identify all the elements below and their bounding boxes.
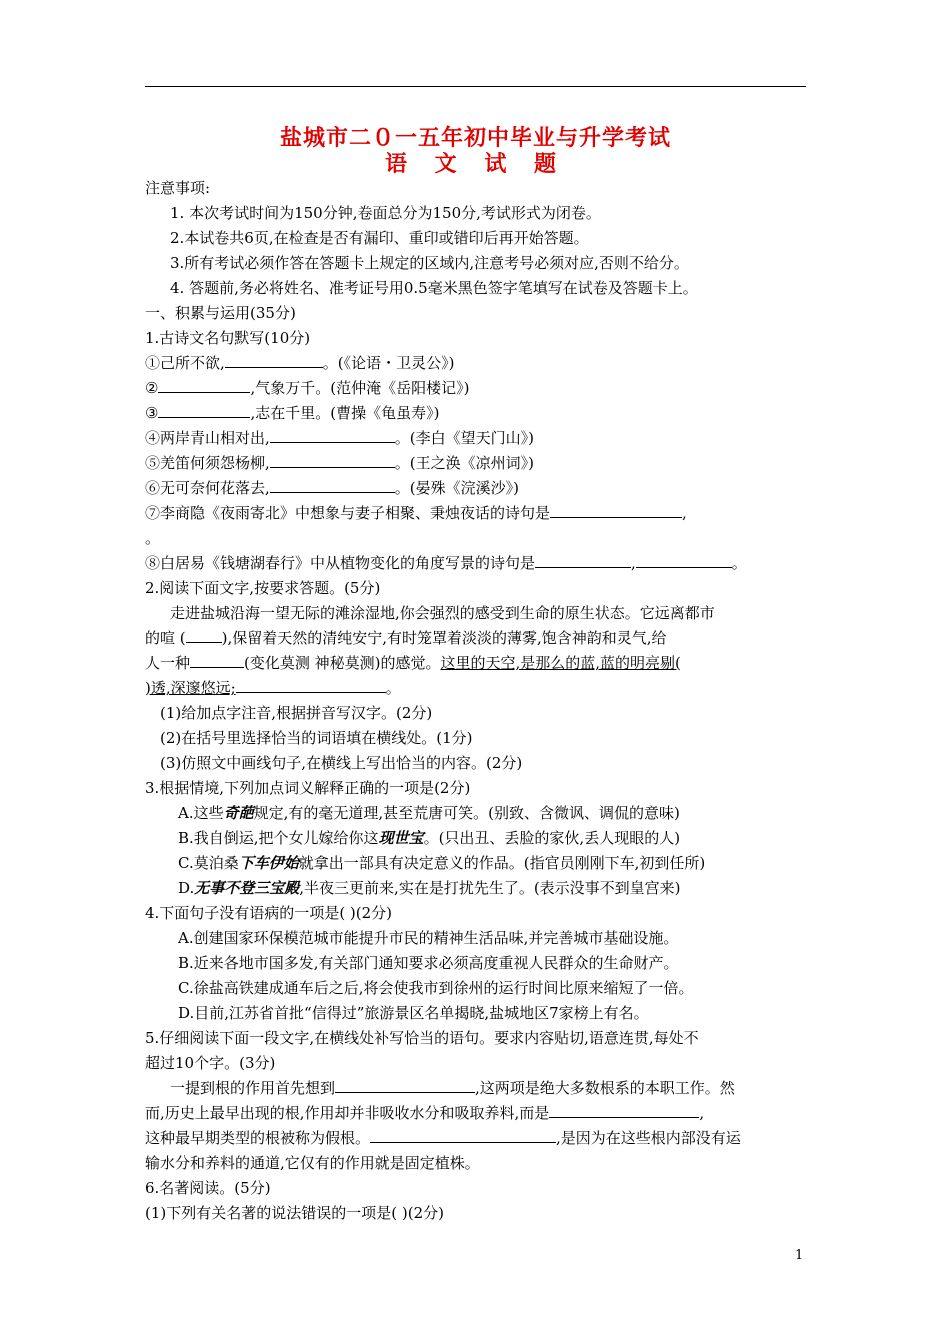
poem-line: ⑥无可奈何花落去, 。(晏殊《浣溪沙》) <box>145 476 519 500</box>
answer-blank[interactable] <box>270 451 395 468</box>
note-item: 1. 本次考试时间为150分钟,卷面总分为150分,考试形式为闭卷。 <box>170 204 601 222</box>
poem-line: ④两岸青山相对出, 。(李白《望天门山》) <box>145 426 534 450</box>
poem-line: ⑦李商隐《夜雨寄北》中想象与妻子相聚、秉烛夜话的诗句是 , <box>145 501 687 525</box>
note-item: 3.所有考试必须作答在答题卡上规定的区域内,注意考号必须对应,否则不给分。 <box>170 254 689 272</box>
answer-blank[interactable] <box>158 401 250 418</box>
answer-blank[interactable] <box>636 551 732 568</box>
passage-line: )透,深邃悠远; 。 <box>145 676 401 700</box>
answer-blank[interactable] <box>535 551 631 568</box>
poem-line: ⑤羌笛何须怨杨柳, 。(王之涣《凉州词》) <box>145 451 534 475</box>
passage-line: 一提到根的作用首先想到 ,这两项是绝大多数根系的本职工作。然 <box>170 1076 735 1100</box>
question-title: 2.阅读下面文字,按要求答题。(5分) <box>145 579 381 597</box>
sub-question: (2)在括号里选择恰当的词语填在横线处。(1分) <box>160 729 473 747</box>
option-c: C.徐盐高铁建成通车后之后,将会使我市到徐州的运行时间比原来缩短了一倍。 <box>178 979 694 997</box>
highlighted-term: 无事不登三宝殿 <box>194 879 300 897</box>
underlined-sentence: )透,深邃悠远; <box>145 679 236 697</box>
passage-line: 而,历史上最早出现的根,作用却并非吸收水分和吸取养料,而是 , <box>145 1101 704 1125</box>
option-b: B.近来各地市国多发,有关部门通知要求必须高度重视人民群众的生命财产。 <box>178 954 679 972</box>
poem-line: ③ ,志在千里。(曹操《龟虽寿》) <box>145 401 439 425</box>
answer-blank[interactable] <box>236 676 386 693</box>
answer-blank[interactable] <box>270 476 395 493</box>
option-d: D.目前,江苏省首批“信得过”旅游景区名单揭晓,盐城地区7家榜上有名。 <box>178 1004 649 1022</box>
option-a: A.创建国家环保模范城市能提升市民的精神生活品味,并完善城市基础设施。 <box>178 929 679 947</box>
question-title: 超过10个字。(3分) <box>145 1054 276 1072</box>
question-title: 5.仔细阅读下面一段文字,在横线处补写恰当的语句。要求内容贴切,语意连贯,每处不 <box>145 1029 699 1047</box>
poem-line: ①己所不欲, 。(《论语・卫灵公》) <box>145 351 455 375</box>
sub-question: (1)下列有关名著的说法错误的一项是( )(2分) <box>145 1204 444 1222</box>
answer-blank[interactable] <box>186 626 222 643</box>
question-title: 3.根据情境,下列加点词义解释正确的一项是(2分) <box>145 779 471 797</box>
top-rule <box>145 86 806 87</box>
poem-line: ② ,气象万千。(范仲淹《岳阳楼记》) <box>145 376 469 400</box>
highlighted-term: 下车伊始 <box>238 854 299 872</box>
answer-blank[interactable] <box>549 1101 699 1118</box>
answer-blank[interactable] <box>335 1076 475 1093</box>
passage-line: 人一种 (变化莫测 神秘莫测)的感觉。这里的天空,是那么的蓝,蓝的明亮剔( <box>145 651 681 675</box>
passage-line: 输水分和养料的通道,它仅有的作用就是固定植株。 <box>145 1154 480 1172</box>
sub-question: (1)给加点字注音,根据拼音写汉字。(2分) <box>160 704 433 722</box>
answer-blank[interactable] <box>225 351 323 368</box>
page-number: 1 <box>795 1248 804 1263</box>
note-item: 4. 答题前,务必将姓名、准考证号用0.5毫米黑色签字笔填写在试卷及答题卡上。 <box>170 279 698 297</box>
answer-blank[interactable] <box>270 426 395 443</box>
section-heading: 一、积累与运用(35分) <box>145 304 296 322</box>
answer-blank[interactable] <box>550 501 682 518</box>
option-a: A.这些奇葩规定,有的毫无道理,甚至荒唐可笑。(别致、含微讽、调侃的意味) <box>178 804 680 822</box>
exam-subtitle: 语 文 试 题 <box>385 151 566 177</box>
answer-blank[interactable] <box>370 1126 556 1143</box>
option-b: B.我自倒运,把个女儿嫁给你这现世宝。(只出丑、丢脸的家伙,丢人现眼的人) <box>178 829 681 847</box>
question-title: 4.下面句子没有语病的一项是( )(2分) <box>145 904 393 922</box>
option-d: D.无事不登三宝殿,半夜三更前来,实在是打扰先生了。(表示没事不到皇宫来) <box>178 879 681 897</box>
underlined-sentence: 这里的天空,是那么的蓝,蓝的明亮剔( <box>440 654 681 672</box>
question-title: 1.古诗文名句默写(10分) <box>145 329 311 347</box>
poem-line: ⑧白居易《钱塘湖春行》中从植物变化的角度写景的诗句是 , 。 <box>145 551 747 575</box>
note-item: 2.本试卷共6页,在检查是否有漏印、重印或错印后再开始答题。 <box>170 229 589 247</box>
highlighted-term: 奇葩 <box>223 804 254 822</box>
poem-line: 。 <box>145 529 161 547</box>
notes-header: 注意事项: <box>145 179 211 197</box>
answer-blank[interactable] <box>190 651 244 668</box>
question-title: 6.名著阅读。(5分) <box>145 1179 271 1197</box>
exam-title: 盐城市二０一五年初中毕业与升学考试 <box>279 125 671 151</box>
answer-blank[interactable] <box>158 376 250 393</box>
sub-question: (3)仿照文中画线句子,在横线上写出恰当的内容。(2分) <box>160 754 523 772</box>
passage-line: 的喧 ( ),保留着天然的清纯安宁,有时笼罩着淡淡的薄雾,饱含神韵和灵气,给 <box>145 626 667 650</box>
passage-line: 这种最早期类型的根被称为假根。 ,是因为在这些根内部没有运 <box>145 1126 741 1150</box>
passage-line: 走进盐城沿海一望无际的滩涂湿地,你会强烈的感受到生命的原生状态。它远离都市 <box>170 604 715 622</box>
option-c: C.莫泊桑下车伊始就拿出一部具有决定意义的作品。(指官员刚刚下车,初到任所) <box>178 854 706 872</box>
highlighted-term: 现世宝 <box>378 829 424 847</box>
